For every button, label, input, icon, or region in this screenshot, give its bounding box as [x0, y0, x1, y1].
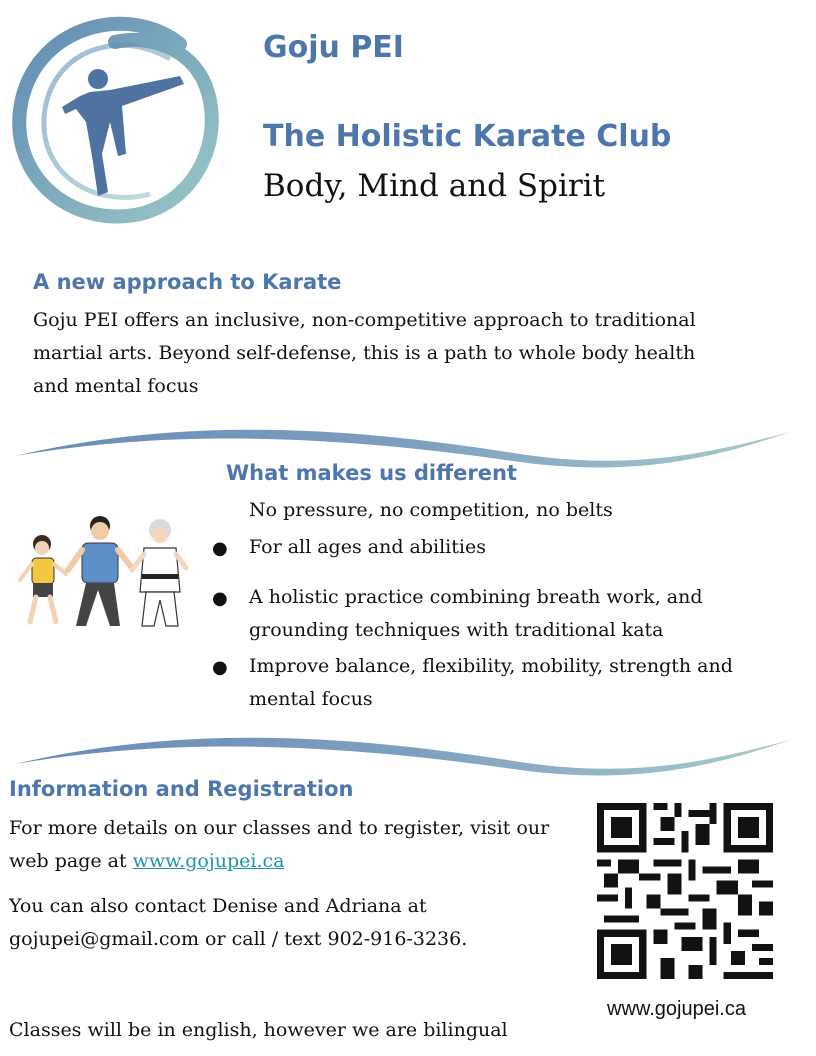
feature-bullet-line: For all ages and abilities [249, 536, 486, 558]
tagline: Body, Mind and Spirit [263, 168, 606, 204]
bullet-marker: ● [212, 588, 228, 609]
section-heading-different: What makes us different [226, 461, 517, 485]
brand-name: Goju PEI [263, 30, 404, 65]
feature-bullet-line: mental focus [249, 688, 373, 710]
feature-bullet-line: Improve balance, flexibility, mobility, strength and [249, 655, 733, 677]
family-karate-illustration [12, 508, 190, 638]
approach-paragraph [33, 304, 773, 403]
feature-bullet-line: grounding techniques with traditional kata [249, 619, 664, 641]
karate-kick-logo [10, 14, 225, 224]
bullet-marker: ● [212, 538, 228, 559]
feature-bullet [249, 531, 789, 564]
contact-paragraph [9, 890, 589, 956]
feature-bullet [249, 581, 789, 647]
qr-code[interactable] [597, 803, 773, 979]
info-line: For more details on our classes and to register, visit our [9, 817, 550, 839]
qr-caption: www.gojupei.ca [607, 998, 746, 1020]
club-name: The Holistic Karate Club [263, 119, 672, 154]
info-paragraph [9, 812, 589, 878]
feature-line-no-pressure: No pressure, no competition, no belts [249, 499, 613, 521]
approach-line: Goju PEI offers an inclusive, non-competitive approach to traditional [33, 309, 696, 331]
contact-line: You can also contact Denise and Adriana at [9, 895, 427, 917]
feature-bullet-line: A holistic practice combining breath work, and [249, 586, 703, 608]
wave-divider [0, 728, 816, 778]
bullet-marker: ● [212, 657, 228, 678]
approach-line: martial arts. Beyond self-defense, this is a path to whole body health [33, 342, 696, 364]
info-line-prefix: web page at [9, 850, 133, 872]
approach-line: and mental focus [33, 375, 199, 397]
website-link[interactable]: www.gojupei.ca [132, 850, 285, 872]
language-note: Classes will be in english, however we are bilingual [9, 1019, 508, 1041]
info-line [9, 845, 589, 878]
section-heading-approach: A new approach to Karate [33, 270, 342, 294]
section-heading-info: Information and Registration [9, 777, 354, 801]
feature-bullet [249, 650, 789, 716]
contact-line: gojupei@gmail.com or call / text 902-916-3236. [9, 928, 468, 950]
